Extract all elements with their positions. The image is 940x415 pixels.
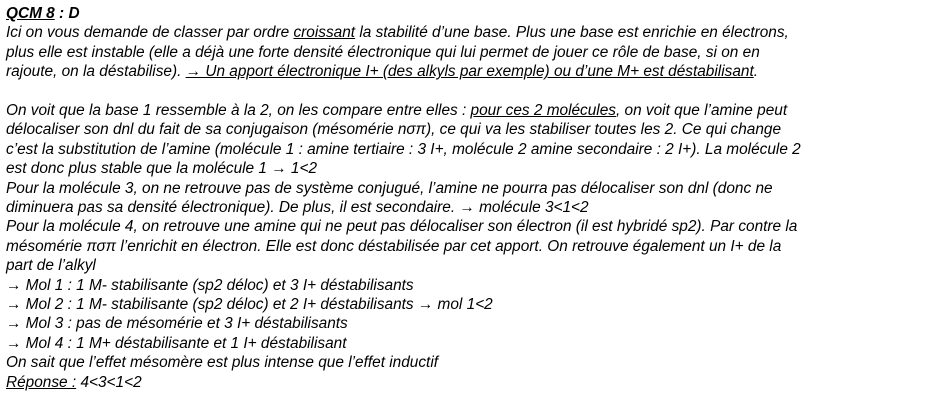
paragraph-gap (6, 82, 940, 101)
summary-item: → Mol 3 : pas de mésomérie et 3 I+ déstabilisants (6, 315, 348, 333)
underlined-text: → Un apport électronique I+ (des alkyls par exemple) ou d’une M+ est déstabilisant (185, 63, 754, 81)
text-segment: . (753, 63, 759, 81)
answer-value: 4<3<1<2 (76, 373, 142, 391)
text-line: Pour la molécule 3, on ne retrouve pas de système conjugué, l’amine ne pourra pas délocaliser son dnl (donc ne (6, 179, 773, 197)
text-line: diminuera pas sa densité électronique). De plus, il est secondaire. → molécule 3<1<2 (6, 199, 589, 217)
text-segment: On voit que la base 1 ressemble à la 2, on les compare entre elles : (6, 102, 471, 120)
paragraph-molecule-4 (6, 217, 940, 275)
text-line (6, 101, 940, 120)
answer-label: Réponse : (6, 373, 77, 391)
underlined-text: pour ces 2 molécules (470, 102, 616, 120)
text-line: Pour la molécule 4, on retrouve une amine qui ne peut pas délocaliser son électron (il est hybridé sp2). Par contre la (6, 218, 798, 236)
text-line: mésomérie πσπ l’enrichit en électron. Elle est donc déstabilisée par cet apport. On retrouve également un I+ de la (6, 237, 782, 255)
summary-item: → Mol 2 : 1 M- stabilisante (sp2 déloc) et 2 I+ déstabilisants → mol 1<2 (6, 296, 493, 314)
qcm-title (6, 4, 940, 23)
conclusion-line: On sait que l’effet mésomère est plus intense que l’effet inductif (6, 354, 439, 372)
text-segment: , on voit que l’amine peut (615, 102, 788, 120)
answer-line (6, 373, 940, 392)
text-line: c’est la substitution de l’amine (molécule 1 : amine tertiaire : 3 I+, molécule 2 amine secondaire : 2 I+). La molécule 2 (6, 140, 801, 158)
paragraph-molecule-3 (6, 179, 940, 218)
text-line: est donc plus stable que la molécule 1 → 1<2 (6, 160, 317, 178)
text-line: plus elle est instable (elle a déjà une forte densité électronique qui lui permet de jouer ce rôle de base, si on en (6, 43, 760, 61)
text-line (6, 62, 940, 81)
summary-item: → Mol 1 : 1 M- stabilisante (sp2 déloc) et 3 I+ déstabilisants (6, 276, 414, 294)
text-line: délocaliser son dnl du fait de sa conjugaison (mésomérie nσπ), ce qui va les stabiliser toutes les 2. Ce qui change (6, 121, 782, 139)
text-line (6, 23, 940, 42)
text-segment: Ici on vous demande de classer par ordre (6, 24, 294, 42)
qcm-title-separator: : (54, 5, 69, 22)
qcm-number: QCM 8 (6, 5, 55, 22)
text-segment: rajoute, on la déstabilise). (6, 63, 186, 81)
paragraph-molecules-1-2 (6, 101, 940, 179)
summary-list (6, 276, 940, 354)
paragraph-intro (6, 23, 940, 81)
underlined-text: croissant (293, 24, 356, 42)
text-segment: la stabilité d’une base. Plus une base est enrichie en électrons, (355, 24, 789, 42)
summary-item: → Mol 4 : 1 M+ déstabilisante et 1 I+ déstabilisant (6, 334, 347, 352)
qcm-answer-letter: D (68, 5, 80, 22)
text-line: part de l’alkyl (6, 257, 96, 275)
